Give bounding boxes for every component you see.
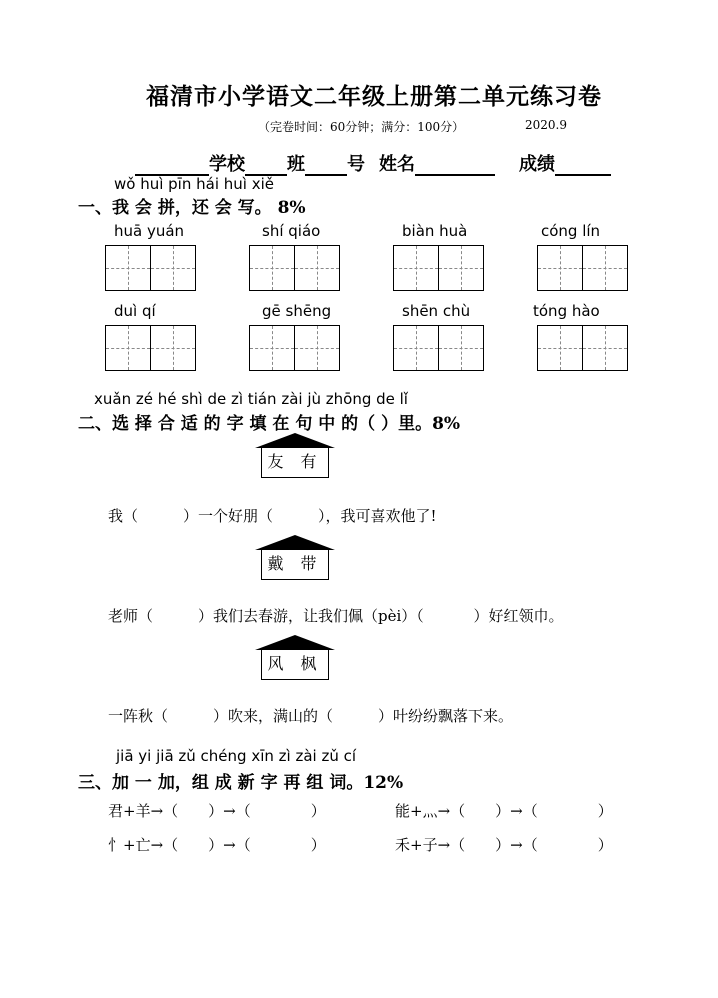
- number-label: 号: [347, 154, 365, 175]
- pinyin-label: tóng hào: [533, 302, 600, 320]
- tianzige-pair[interactable]: [537, 245, 628, 291]
- section3-pinyin: jiā yi jiā zǔ chéng xīn zì zài zǔ cí: [116, 747, 357, 765]
- tianzige-pair[interactable]: [393, 325, 484, 371]
- combine-item[interactable]: 君+羊→（ ）→（ ）: [108, 802, 326, 820]
- writing-cell[interactable]: [393, 245, 439, 291]
- section2-pinyin: xuǎn zé hé shì de zì tián zài jù zhōng de lǐ: [94, 390, 408, 408]
- student-info-line: [135, 150, 611, 176]
- house-characters: 风 枫: [261, 650, 329, 680]
- exam-date: 2020.9: [525, 118, 567, 132]
- combine-item[interactable]: 禾+子→（ ）→（ ）: [395, 836, 613, 854]
- writing-cell[interactable]: [295, 245, 340, 291]
- score-label: 成绩: [519, 154, 555, 175]
- house-roof: [255, 535, 335, 550]
- writing-cell[interactable]: [439, 325, 484, 371]
- pinyin-label: duì qí: [114, 302, 156, 320]
- pinyin-label: cóng lín: [541, 222, 601, 240]
- writing-cell[interactable]: [249, 325, 295, 371]
- writing-cell[interactable]: [439, 245, 484, 291]
- pinyin-label: huā yuán: [114, 222, 185, 240]
- pinyin-label: shí qiáo: [262, 222, 321, 240]
- house-roof: [255, 635, 335, 650]
- writing-cell[interactable]: [583, 325, 628, 371]
- word-house: [255, 635, 335, 680]
- tianzige-pair[interactable]: [105, 245, 196, 291]
- house-roof: [255, 433, 335, 448]
- section2-heading: 二、选 择 合 适 的 字 填 在 句 中 的（ ）里。8%: [78, 414, 461, 434]
- tianzige-pair[interactable]: [537, 325, 628, 371]
- class-label: 班: [287, 154, 305, 175]
- section1-pinyin: wǒ huì pīn hái huì xiě: [114, 175, 274, 193]
- tianzige-pair[interactable]: [393, 245, 484, 291]
- page-title: 福清市小学语文二年级上册第二单元练习卷: [146, 83, 602, 110]
- section3-heading: 三、加 一 加，组 成 新 字 再 组 词。12%: [78, 773, 404, 793]
- tianzige-pair[interactable]: [249, 325, 340, 371]
- name-blank[interactable]: [415, 156, 495, 176]
- pinyin-label: shēn chù: [402, 302, 471, 320]
- tianzige-pair[interactable]: [105, 325, 196, 371]
- writing-cell[interactable]: [583, 245, 628, 291]
- pinyin-label: biàn huà: [402, 222, 468, 240]
- sentence-1[interactable]: 我（ ）一个好朋（ ），我可喜欢他了!: [108, 507, 437, 525]
- writing-cell[interactable]: [537, 245, 583, 291]
- combine-item[interactable]: 忄+亡→（ ）→（ ）: [108, 836, 326, 854]
- number-blank[interactable]: [305, 156, 347, 176]
- writing-cell[interactable]: [105, 325, 151, 371]
- writing-cell[interactable]: [151, 325, 196, 371]
- sentence-3[interactable]: 一阵秋（ ）吹来，满山的（ ）叶纷纷飘落下来。: [108, 707, 514, 725]
- word-house: [255, 535, 335, 580]
- house-characters: 戴 带: [261, 550, 329, 580]
- school-blank[interactable]: [135, 156, 209, 176]
- class-blank[interactable]: [245, 156, 287, 176]
- score-blank[interactable]: [555, 156, 611, 176]
- name-label: 姓名: [379, 154, 415, 175]
- writing-cell[interactable]: [151, 245, 196, 291]
- writing-cell[interactable]: [393, 325, 439, 371]
- house-characters: 友 有: [261, 448, 329, 478]
- writing-cell[interactable]: [537, 325, 583, 371]
- pinyin-label: gē shēng: [262, 302, 332, 320]
- writing-cell[interactable]: [249, 245, 295, 291]
- writing-cell[interactable]: [105, 245, 151, 291]
- exam-time-info: （完卷时间：60分钟；满分：100分）: [258, 120, 465, 134]
- writing-cell[interactable]: [295, 325, 340, 371]
- school-label: 学校: [209, 154, 245, 175]
- sentence-2[interactable]: 老师（ ）我们去春游，让我们佩（pèi）（ ）好红领巾。: [108, 607, 564, 625]
- word-house: [255, 433, 335, 478]
- combine-item[interactable]: 能+灬→（ ）→（ ）: [395, 802, 613, 820]
- tianzige-pair[interactable]: [249, 245, 340, 291]
- section1-heading: 一、我 会 拼，还 会 写。 8%: [78, 198, 306, 218]
